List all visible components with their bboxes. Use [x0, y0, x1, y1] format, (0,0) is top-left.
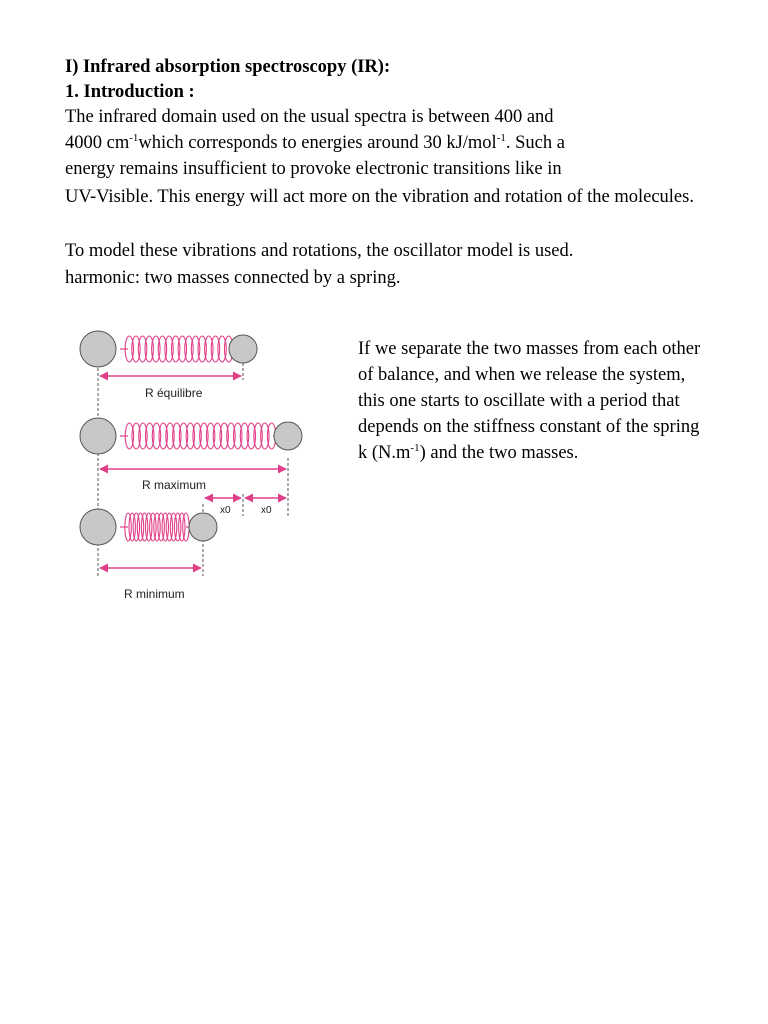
intro-text-b: which corresponds to energies around 30 kJ/mol — [138, 133, 497, 153]
intro-superscript-2: -1 — [496, 131, 506, 144]
subsection-title: 1. Introduction : — [65, 82, 195, 102]
mass-left-equilibre — [80, 331, 116, 367]
spring-maximum — [120, 423, 281, 449]
mass-right-maximum — [274, 422, 302, 450]
x0-label-2: x0 — [261, 505, 272, 516]
intro-line-4: UV-Visible. This energy will act more on the vibration and rotation of the molecules. — [65, 187, 694, 207]
mass-left-maximum — [80, 418, 116, 454]
explanation-text-b: ) and the two masses. — [419, 443, 579, 463]
x0-label-1: x0 — [220, 505, 231, 516]
section-title: I) Infrared absorption spectroscopy (IR): — [65, 57, 391, 77]
r-minimum-label: R minimum — [124, 587, 185, 601]
intro-text-a: 4000 cm — [65, 133, 130, 153]
r-maximum-label: R maximum — [142, 478, 207, 492]
springs — [120, 336, 281, 541]
harmonic-oscillator-diagram — [60, 318, 320, 608]
explanation-line-3: this one starts to oscillate with a period that — [358, 391, 680, 411]
model-line-2: harmonic: two masses connected by a spring. — [65, 268, 401, 288]
explanation-line-1: If we separate the two masses from each other — [358, 339, 701, 359]
explanation-text-a: k (N.m — [358, 443, 411, 463]
distance-arrows — [100, 376, 286, 568]
model-line-1: To model these vibrations and rotations, the oscillator model is used. — [65, 241, 574, 261]
intro-superscript-1: -1 — [129, 131, 139, 144]
explanation-line-2: of balance, and when we release the system, — [358, 365, 686, 385]
intro-line-1: The infrared domain used on the usual spectra is between 400 and — [65, 107, 554, 127]
mass-left-minimum — [80, 509, 116, 545]
intro-line-3: energy remains insufficient to provoke electronic transitions like in — [65, 159, 562, 179]
spring-minimum — [120, 513, 194, 541]
explanation-line-4: depends on the stiffness constant of the spring — [358, 417, 700, 437]
mass-right-minimum — [189, 513, 217, 541]
spring-equilibre — [120, 336, 238, 362]
explanation-superscript: -1 — [410, 441, 420, 454]
intro-line-2 — [65, 131, 565, 155]
explanation-line-5 — [358, 441, 578, 465]
mass-right-equilibre — [229, 335, 257, 363]
r-equilibre-label: R équilibre — [145, 386, 203, 400]
intro-text-c: . Such a — [505, 133, 565, 153]
